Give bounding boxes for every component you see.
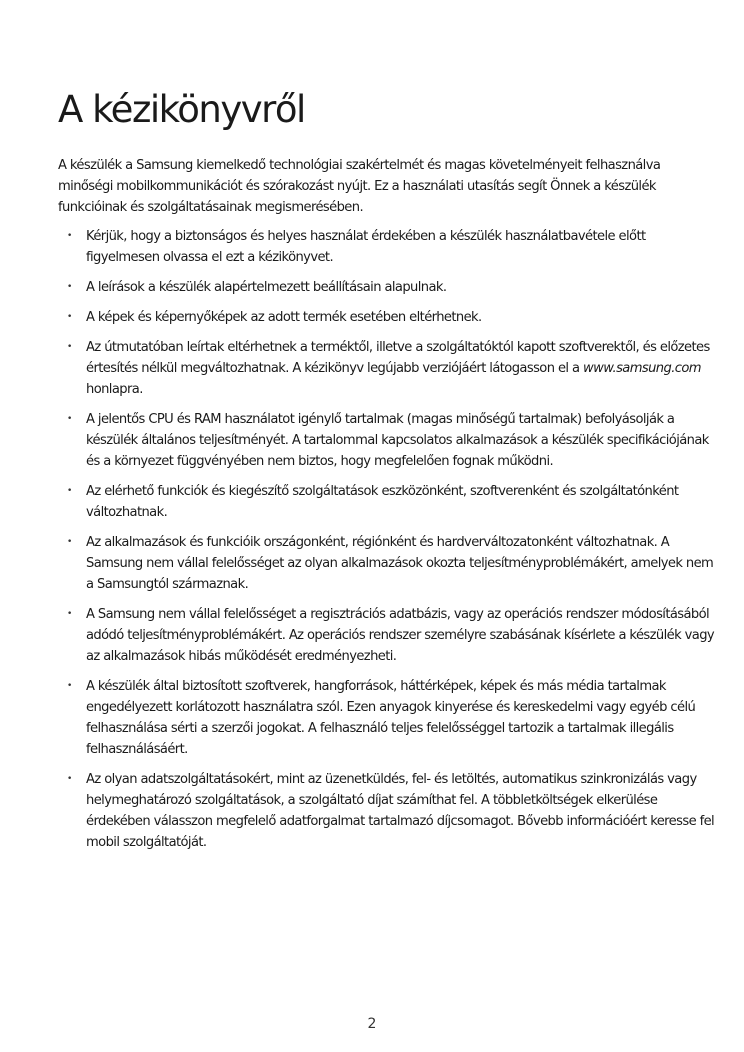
bullet-icon: • [67,681,72,691]
list-item [58,604,718,667]
list-item-text: Az olyan adatszolgáltatásokért, mint az üzenetküldés, fel- és letöltés, automatikus szinkronizálás vagy helymeghatározó szolgáltatások, a szolgáltató díjat számíthat fel. A többletköltségek elkerülése érdekében válasszon megfelelő adatforgalmat tartalmazó díjcsomagot. Bővebb információért keresse fel mobil szolgáltatóját. [86,772,715,850]
list-item-text: Az alkalmazások és funkcióik országonként, régiónként és hardverváltozatonként változhatnak. A Samsung nem vállal felelősséget az olyan alkalmazások okozta teljesítményproblémákért, amelyek nem a Samsungtól származnak. [86,535,714,592]
notice-list [58,226,718,862]
bullet-icon: • [67,282,72,292]
list-item [58,481,718,523]
page-number: 2 [367,1016,377,1032]
list-item-text: A leírások a készülék alapértelmezett beállításain alapulnak. [86,280,447,295]
list-item-text: Az elérhető funkciók és kiegészítő szolgáltatások eszközönként, szoftverenként és szolgáltatónként változhatnak. [86,484,679,520]
list-item-text-end: honlapra. [86,382,143,397]
list-item [58,226,718,268]
list-item [58,307,718,328]
list-item-text: A készülék által biztosított szoftverek, hangforrások, háttérképek, képek és más média tartalmak engedélyezett korlátozott használatra szól. Ezen anyagok kinyerése és kereskedelmi vagy egyéb célú felhasználása sérti a szerzői jogokat. A felhasználó teljes felelősséggel tartozik a tartalmak illegális felhasználásáért. [86,679,696,757]
bullet-icon: • [67,231,72,241]
intro-paragraph: A készülék a Samsung kiemelkedő technológiai szakértelmét és magas követelményeit felhasználva minőségi mobilkommunikációt és szórakozást nyújt. Ez a használati utasítás segít Önnek a készülék funkcióinak és szolgáltatásainak megismerésében. [58,158,661,215]
list-item [58,277,718,298]
bullet-icon: • [67,312,72,322]
bullet-icon: • [67,342,72,352]
list-item [58,337,718,400]
bullet-icon: • [67,609,72,619]
bullet-icon: • [67,486,72,496]
samsung-website-link[interactable]: www.samsung.com [583,361,701,376]
list-item [58,676,718,760]
list-item-text [86,340,710,397]
list-item [58,532,718,595]
list-item [58,409,718,472]
bullet-icon: • [67,537,72,547]
bullet-icon: • [67,414,72,424]
page-title: A kézikönyvről [58,88,305,131]
list-item-text: A Samsung nem vállal felelősséget a regisztrációs adatbázis, vagy az operációs rendszer módosításából adódó teljesítményproblémákért. Az operációs rendszer személyre szabásának kísérlete a készülék vagy az alkalmazások hibás működését eredményezheti. [86,607,715,664]
list-item-text: A képek és képernyőképek az adott termék esetében eltérhetnek. [86,310,482,325]
list-item [58,769,718,853]
bullet-icon: • [67,774,72,784]
list-item-text: Kérjük, hogy a biztonságos és helyes használat érdekében a készülék használatbavétele előtt figyelmesen olvassa el ezt a kézikönyvet. [86,229,646,265]
list-item-text-start: Az útmutatóban leírtak eltérhetnek a terméktől, illetve a szolgáltatóktól kapott szoftverektől, és előzetes értesítés nélkül megváltozhatnak. A kézikönyv legújabb verziójáért látogasson el a [86,340,710,376]
list-item-text: A jelentős CPU és RAM használatot igénylő tartalmak (magas minőségű tartalmak) befolyásolják a készülék általános teljesítményét. A tartalommal kapcsolatos alkalmazások a készülék specifikációjának és a környezet függvényében nem biztos, hogy megfelelően fognak működni. [86,412,709,469]
